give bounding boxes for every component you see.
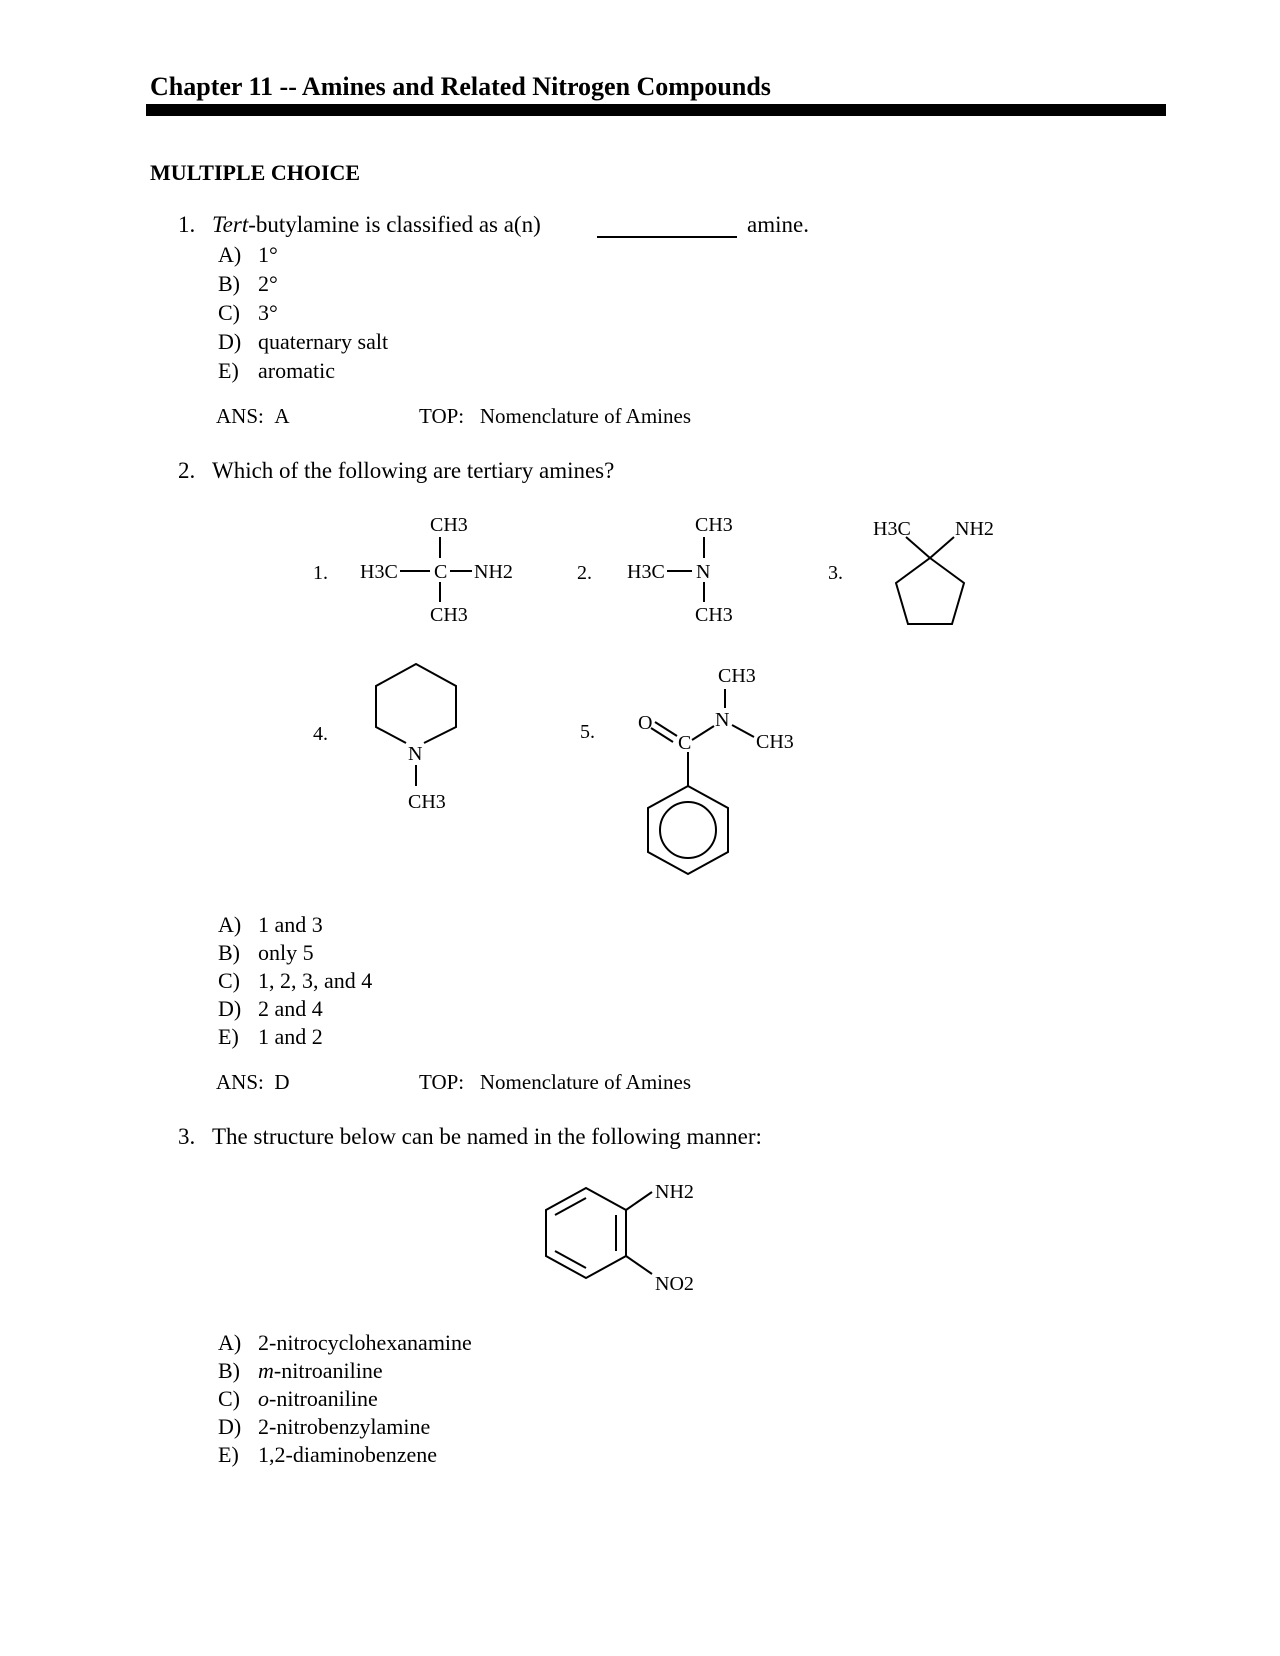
q1-option-b: B) 2°	[218, 271, 278, 296]
structure-label-4: 4.	[313, 723, 328, 745]
s2-n: N	[696, 561, 711, 583]
s5-n: N	[715, 709, 730, 731]
q3-double-bond-1	[555, 1198, 586, 1215]
q1-option-c: C) 3°	[218, 300, 278, 325]
q3-option-a: A) 2-nitrocyclohexanamine	[218, 1330, 472, 1355]
q1-option-e: E) aromatic	[218, 358, 335, 383]
q3-option-d: D) 2-nitrobenzylamine	[218, 1414, 431, 1439]
s4-n: N	[408, 743, 423, 765]
structure-label-1: 1.	[313, 562, 328, 584]
q3-benzene-ring	[546, 1188, 626, 1278]
s1-ch3-bottom: CH3	[430, 604, 468, 626]
q3-bond-nh2	[626, 1192, 652, 1210]
s2-ch3-top: CH3	[695, 514, 733, 536]
q1-topic: TOP: Nomenclature of Amines	[419, 404, 691, 428]
q3-no2: NO2	[655, 1273, 694, 1295]
question-3-stem: 3. The structure below can be named in the following manner:	[178, 1124, 762, 1149]
q2-topic: TOP: Nomenclature of Amines	[419, 1070, 691, 1094]
s1-nh2: NH2	[474, 561, 513, 583]
q2-option-b: B) only 5	[218, 940, 314, 965]
s5-ch3-right: CH3	[756, 731, 794, 753]
q2-option-e: E) 1 and 2	[218, 1024, 323, 1049]
q3-nh2: NH2	[655, 1181, 694, 1203]
stem-after-blank: amine.	[747, 212, 809, 237]
q3-option-e: E) 1,2-diaminobenzene	[218, 1442, 437, 1467]
question-2-stem: 2. Which of the following are tertiary amines?	[178, 458, 615, 483]
q2-option-c: C) 1, 2, 3, and 4	[218, 968, 373, 993]
q3-bond-no2	[626, 1256, 652, 1274]
q1-option-d: D) quaternary salt	[218, 329, 389, 354]
structure-label-3: 3.	[828, 562, 843, 584]
section-heading: MULTIPLE CHOICE	[150, 160, 361, 185]
q3-double-bond-2	[555, 1251, 586, 1268]
s2-h3c: H3C	[627, 561, 665, 583]
q2-answer: ANS: D	[216, 1070, 290, 1094]
s5-ch3-top: CH3	[718, 665, 756, 687]
q2-option-d: D) 2 and 4	[218, 996, 323, 1021]
q3-option-b: B) m-nitroaniline	[218, 1358, 383, 1383]
q3-option-c: C) o-nitroaniline	[218, 1386, 378, 1411]
s3-h3c: H3C	[873, 518, 911, 540]
stem-italic: Tert	[212, 212, 249, 237]
s5-o: O	[638, 712, 653, 734]
q1-answer: ANS: A	[216, 404, 290, 428]
q2-option-a: A) 1 and 3	[218, 912, 323, 937]
structure-label-2: 2.	[577, 562, 592, 584]
s1-ch3-top: CH3	[430, 514, 468, 536]
s5-c: C	[678, 732, 692, 754]
s1-h3c: H3C	[360, 561, 398, 583]
question-number: 1.	[178, 212, 196, 237]
s3-nh2: NH2	[955, 518, 994, 540]
s1-c: C	[434, 561, 448, 583]
s4-ch3: CH3	[408, 791, 446, 813]
structure-label-5: 5.	[580, 721, 595, 743]
s2-ch3-bottom: CH3	[695, 604, 733, 626]
stem-text: -butylamine is classified as a(n)	[248, 212, 541, 237]
page-title: Chapter 11 -- Amines and Related Nitrogen Compounds	[150, 72, 771, 101]
q1-option-a: A) 1°	[218, 242, 278, 267]
